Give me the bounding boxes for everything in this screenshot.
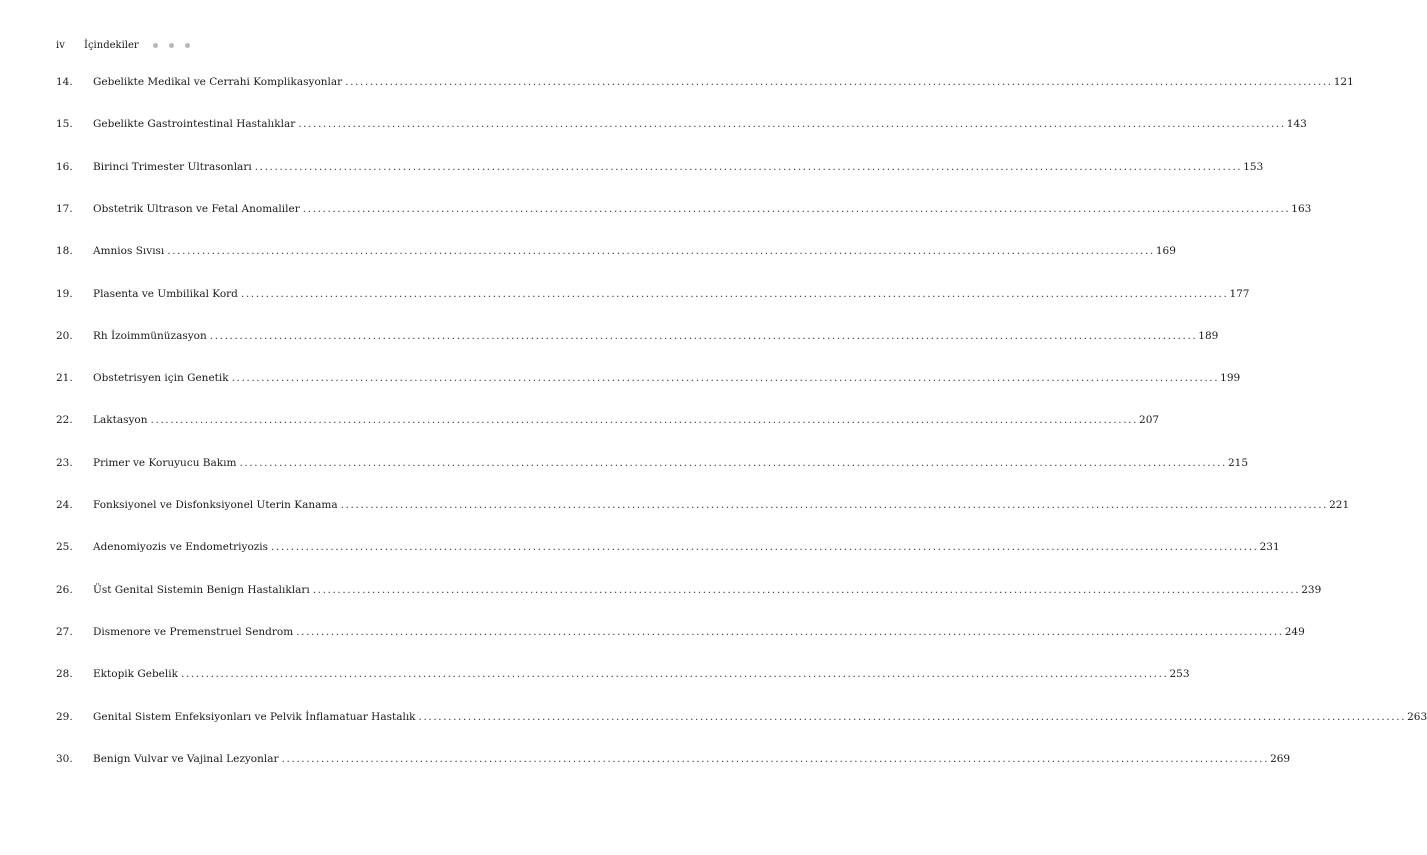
toc-dot-leader: ........................................................................................................................................................................................................ <box>298 118 1286 131</box>
toc-entry[interactable] <box>56 537 1280 557</box>
section-title: İçindekiler <box>84 39 139 51</box>
toc-dot-leader: ........................................................................................................................................................................................................ <box>302 202 1291 215</box>
toc-entry-number: 18. <box>56 245 73 258</box>
toc-entry-page: 253 <box>1169 668 1190 681</box>
toc-entry[interactable] <box>56 622 1305 642</box>
toc-dot-leader: ........................................................................................................................................................................................................ <box>281 752 1270 765</box>
toc-entry-number: 15. <box>56 118 73 131</box>
toc-entry-title: Obstetrisyen için Genetik <box>93 372 229 385</box>
toc-dot-leader: ........................................................................................................................................................................................................ <box>150 414 1139 427</box>
toc-entry-number: 25. <box>56 541 73 554</box>
toc-entry-page: 263 <box>1407 710 1427 723</box>
toc-entry-title: Birinci Trimester Ultrasonları <box>93 160 252 173</box>
toc-entry-page: 207 <box>1139 414 1160 427</box>
toc-entry-title: Primer ve Koruyucu Bakım <box>93 456 237 469</box>
toc-entry[interactable] <box>56 114 1307 134</box>
toc-entry[interactable] <box>56 326 1219 346</box>
toc-entry-title: Amnios Sıvısı <box>93 245 165 258</box>
toc-entry[interactable] <box>56 580 1322 600</box>
toc-entry[interactable] <box>56 707 1427 727</box>
toc-entry[interactable] <box>56 199 1312 219</box>
toc-entry[interactable] <box>56 157 1264 177</box>
toc-dot-leader: ........................................................................................................................................................................................................ <box>296 625 1284 638</box>
toc-entry-title: Üst Genital Sistemin Benign Hastalıkları <box>93 583 310 596</box>
toc-entry-number: 22. <box>56 414 73 427</box>
page-number: iv <box>56 39 65 51</box>
toc-entry-number: 14. <box>56 76 73 88</box>
toc-dot-leader: ........................................................................................................................................................................................................ <box>240 287 1229 300</box>
toc-entry-title: Gebelikte Medikal ve Cerrahi Komplikasyonlar <box>93 76 343 88</box>
toc-entry[interactable] <box>56 453 1249 473</box>
decorative-dot-icon <box>185 43 190 48</box>
toc-entry-page: 163 <box>1291 202 1312 215</box>
toc-entry[interactable] <box>56 410 1160 430</box>
toc-entry-page: 153 <box>1243 160 1264 173</box>
toc-entry-number: 24. <box>56 499 73 511</box>
toc-entry-number: 28. <box>56 668 73 681</box>
toc-entry-number: 21. <box>56 372 73 385</box>
toc-entry-page: 215 <box>1227 456 1249 469</box>
toc-entry-title: Genital Sistem Enfeksiyonları ve Pelvik İnflamatuar Hastalık <box>93 710 416 723</box>
toc-entry-page: 239 <box>1301 583 1322 596</box>
toc-entry[interactable] <box>56 284 1250 304</box>
toc-entry-page: 177 <box>1229 287 1250 300</box>
toc-dot-leader: ........................................................................................................................................................................................................ <box>180 668 1169 681</box>
toc-entry-title: Adenomiyozis ve Endometriyozis <box>93 541 269 554</box>
page-header <box>56 37 201 53</box>
toc-entry-number: 29. <box>56 710 73 723</box>
toc-entry-page: 199 <box>1220 372 1241 385</box>
toc-dot-leader: ........................................................................................................................................................................................................ <box>231 372 1220 385</box>
toc-entry-number: 17. <box>56 202 73 215</box>
toc-entry-page: 221 <box>1329 499 1350 511</box>
toc-entry[interactable] <box>56 495 1350 515</box>
toc-entry-title: Plasenta ve Umbilikal Kord <box>93 287 238 300</box>
toc-entry[interactable] <box>56 241 1176 261</box>
toc-entry-number: 20. <box>56 329 73 342</box>
toc-entry-title: Ektopik Gebelik <box>93 668 178 681</box>
toc-dot-leader: ........................................................................................................................................................................................................ <box>345 76 1333 88</box>
toc-entry-number: 16. <box>56 160 73 173</box>
toc-entry-number: 19. <box>56 287 73 300</box>
toc-dot-leader: ........................................................................................................................................................................................................ <box>312 583 1301 596</box>
toc-dot-leader: ........................................................................................................................................................................................................ <box>254 160 1243 173</box>
toc-entry[interactable] <box>56 72 1354 92</box>
toc-entry-page: 143 <box>1286 118 1307 131</box>
decorative-dot-icon <box>153 43 158 48</box>
toc-entry-page: 269 <box>1270 752 1291 765</box>
toc-entry-page: 189 <box>1198 329 1219 342</box>
toc-dot-leader: ........................................................................................................................................................................................................ <box>271 541 1259 554</box>
toc-entry[interactable] <box>56 368 1241 388</box>
toc-dot-leader: ........................................................................................................................................................................................................ <box>340 499 1329 511</box>
toc-entry[interactable] <box>56 664 1190 684</box>
toc-dot-leader: ........................................................................................................................................................................................................ <box>209 329 1198 342</box>
toc-entry-number: 26. <box>56 583 73 596</box>
toc-entry-title: Fonksiyonel ve Disfonksiyonel Uterin Kanama <box>93 499 338 511</box>
toc-entry-title: Laktasyon <box>93 414 148 427</box>
toc-entry-page: 121 <box>1333 76 1354 88</box>
toc-entry-number: 30. <box>56 752 73 765</box>
toc-entry[interactable] <box>56 749 1291 769</box>
toc-entry-title: Obstetrik Ultrason ve Fetal Anomaliler <box>93 202 300 215</box>
decorative-dot-icon <box>169 43 174 48</box>
toc-dot-leader: ........................................................................................................................................................................................................ <box>418 710 1407 723</box>
toc-entry-page: 169 <box>1155 245 1176 258</box>
toc-entry-number: 27. <box>56 625 73 638</box>
toc-entry-title: Rh İzoimmünüzasyon <box>93 329 207 342</box>
toc-entry-title: Benign Vulvar ve Vajinal Lezyonlar <box>93 752 279 765</box>
toc-entry-page: 231 <box>1259 541 1280 554</box>
toc-entry-number: 23. <box>56 456 73 469</box>
toc-dot-leader: ........................................................................................................................................................................................................ <box>167 245 1155 258</box>
toc-entry-title: Dismenore ve Premenstruel Sendrom <box>93 625 294 638</box>
toc-entry-page: 249 <box>1284 625 1305 638</box>
toc-entry-title: Gebelikte Gastrointestinal Hastalıklar <box>93 118 296 131</box>
toc-dot-leader: ........................................................................................................................................................................................................ <box>239 456 1227 469</box>
